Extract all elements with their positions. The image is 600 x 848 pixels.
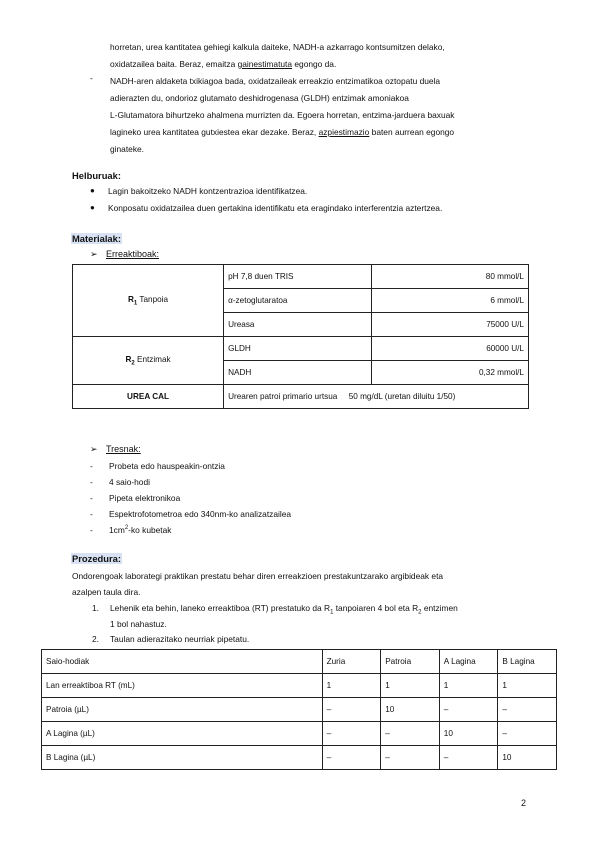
intro-line: horretan, urea kantitatea gehiegi kalkula daiteke, NADH-a azkarrago kontsumitzen delako, [110, 42, 445, 52]
arrow-icon: ➢ [90, 249, 98, 259]
reagent-name: pH 7,8 duen TRIS [224, 265, 372, 289]
table-cell: A Lagina (µL) [42, 722, 323, 746]
helburuak-heading: Helburuak: [72, 170, 121, 181]
dash-marker: - [90, 73, 93, 83]
table-cell: 1 [498, 674, 557, 698]
column-header: Patroia [381, 650, 440, 674]
table-cell: – [322, 746, 381, 770]
column-header: A Lagina [439, 650, 498, 674]
intro-line: ginateke. [110, 144, 144, 154]
table-row [73, 337, 529, 361]
urea-cal-cell: UREA CAL [73, 385, 224, 409]
reagent-name: α-zetoglutaratoa [224, 289, 372, 313]
procedure-intro: Ondorengoak laborategi praktikan prestatu behar diren erreakzioen prestakuntzarako argibideak eta [72, 571, 444, 581]
reagent-name: Ureasa [224, 313, 372, 337]
reagent-value: 6 mmol/L [371, 289, 528, 313]
pipetting-table [41, 649, 557, 770]
table-row [73, 385, 529, 409]
arrow-icon: ➢ [90, 444, 98, 454]
table-cell: – [439, 746, 498, 770]
reagent-value: 0,32 mmol/L [371, 361, 528, 385]
table-cell: – [322, 698, 381, 722]
table-cell: – [498, 722, 557, 746]
table-row [73, 265, 529, 289]
table-row [42, 698, 557, 722]
intro-line: adierazten du, ondorioz glutamato deshidrogenasa (GLDH) entzimak amoniakoa [110, 93, 409, 103]
table-cell: 1 [439, 674, 498, 698]
reagent-value: 75000 U/L [371, 313, 528, 337]
table-cell: 10 [498, 746, 557, 770]
step-text: Taulan adierazitako neurriak pipetatu. [110, 634, 250, 644]
page-number: 2 [521, 798, 527, 808]
table-cell: 1 [381, 674, 440, 698]
table-header-row [42, 650, 557, 674]
step-number: 1. [92, 603, 99, 613]
intro-line: lagineko urea kantitatea gutxiestea ekar dezake. Beraz, azpiestimazio baten aurrean egongo [110, 127, 455, 137]
reagents-table [72, 264, 529, 409]
table-cell: – [381, 746, 440, 770]
table-cell: 1 [322, 674, 381, 698]
step-text: Lehenik eta behin, laneko erreaktiboa (RT) prestatuko da $R_1$ tanpoiaren 4 bol eta $R_2$ entzimen [110, 603, 458, 616]
column-header: Zuria [322, 650, 381, 674]
table-cell: Patroia (µL) [42, 698, 323, 722]
procedure-intro: azalpen taula dira. [72, 587, 141, 597]
bullet-icon: ● [90, 203, 95, 212]
r1-cell: $R_1$ Tanpoia [73, 265, 224, 337]
document-page: horretan, urea kantitatea gehiegi kalkula daiteke, NADH-a azkarrago kontsumitzen delako, oxidatzailea baita. Beraz, emaitza gainestimatuta egongo da. - NADH-aren aldaketa txikiagoa bada, oxidatzaileak erreakzio entzimatikoa oztopatu duela adierazten du, ondorioz glutamato deshidrogenasa (GLDH) entzimak amoniakoa L-Glutamatora bihurtzeko ahalmena murrizten da. Egoera horretan, entzima-jarduera baxuak lagineko urea kantitatea gutxiestea ekar dezake. Beraz, azpiestimazio baten aurrean egongo ginateke. Helburuak: ● Lagin bakoitzeko NADH kontzentrazioa identifikatzea. ● Konposatu oxidatzailea duen gertakina identifikatu eta eragindako interferentzia aztertzea. Materialak: ➢ Erreaktiboak: $R_1$ Tanpoia pH 7,8 duen TRIS 80 mmol/L α-zetoglutaratoa 6 mmol/L Ureasa 75000 U/L $R_2$ Entzimak GLDH 60000 U/L NADH 0,32 mmol/L UREA CAL Urearen patroi primario urtsua 50 mg/dL (uretan diluitu 1/50) ➢ Tresnak: - Probeta edo hauspeakin-ontzia - 4 saio-hodi - Pipeta elektronikoa - Espektrofotometroa edo 340nm-ko analizatzailea - $1cm^2-ko$ kubetak Prozedura: Ondorengoak laborategi praktikan prestatu behar diren erreakzioen prestakuntzarako argibideak eta azalpen taula dira. 1. Lehenik eta behin, laneko erreaktiboa (RT) prestatuko da $R_1$ tanpoiaren 4 bol eta $R_2$ entzimen 1 bol nahastuz. 2. Taulan adierazitako neurriak pipetatu. Saio-hodiak Zuria Patroia A Lagina B Lagina Lan erreaktiboa RT (mL) 1 1 1 1 Patroia (µL) – 10 – – A Lagina (µL) – – 10 – B Lagina (µL) – – – 10 2 [0, 0, 600, 848]
reagent-name: NADH [224, 361, 372, 385]
underlined-term: azpiestimazio [318, 127, 370, 137]
materialak-heading: Materialak: [72, 233, 121, 244]
column-header: Saio-hodiak [42, 650, 323, 674]
urea-cal-description: Urearen patroi primario urtsua 50 mg/dL (uretan diluitu 1/50) [224, 385, 529, 409]
intro-line: oxidatzailea baita. Beraz, emaitza gainestimatuta egongo da. [110, 59, 337, 69]
table-cell: B Lagina (µL) [42, 746, 323, 770]
erreaktiboak-subheading: ➢ Erreaktiboak: [90, 249, 160, 259]
intro-paragraph-2 [110, 73, 528, 158]
table-cell: – [381, 722, 440, 746]
table-cell: 10 [439, 722, 498, 746]
intro-line: L-Glutamatora bihurtzeko ahalmena murrizten da. Egoera horretan, entzima-jarduera baxuak [110, 110, 455, 120]
table-cell: 10 [381, 698, 440, 722]
intro-paragraph-1 [110, 39, 528, 73]
prozedura-heading: Prozedura: [72, 553, 121, 564]
table-row [42, 674, 557, 698]
r2-cell: $R_2$ Entzimak [73, 337, 224, 385]
reagent-value: 60000 U/L [371, 337, 528, 361]
underlined-term: gainestimatuta [237, 59, 293, 69]
table-cell: Lan erreaktiboa RT (mL) [42, 674, 323, 698]
step-number: 2. [92, 634, 99, 644]
step-text: 1 bol nahastuz. [110, 619, 167, 629]
table-row [42, 746, 557, 770]
table-cell: – [322, 722, 381, 746]
table-cell: – [439, 698, 498, 722]
reagent-value: 80 mmol/L [371, 265, 528, 289]
tresnak-subheading: ➢ Tresnak: [90, 444, 141, 454]
table-row [42, 722, 557, 746]
table-cell: – [498, 698, 557, 722]
bullet-icon: ● [90, 186, 95, 195]
reagent-name: GLDH [224, 337, 372, 361]
intro-line: NADH-aren aldaketa txikiagoa bada, oxidatzaileak erreakzio entzimatikoa oztopatu duela [110, 76, 441, 86]
column-header: B Lagina [498, 650, 557, 674]
